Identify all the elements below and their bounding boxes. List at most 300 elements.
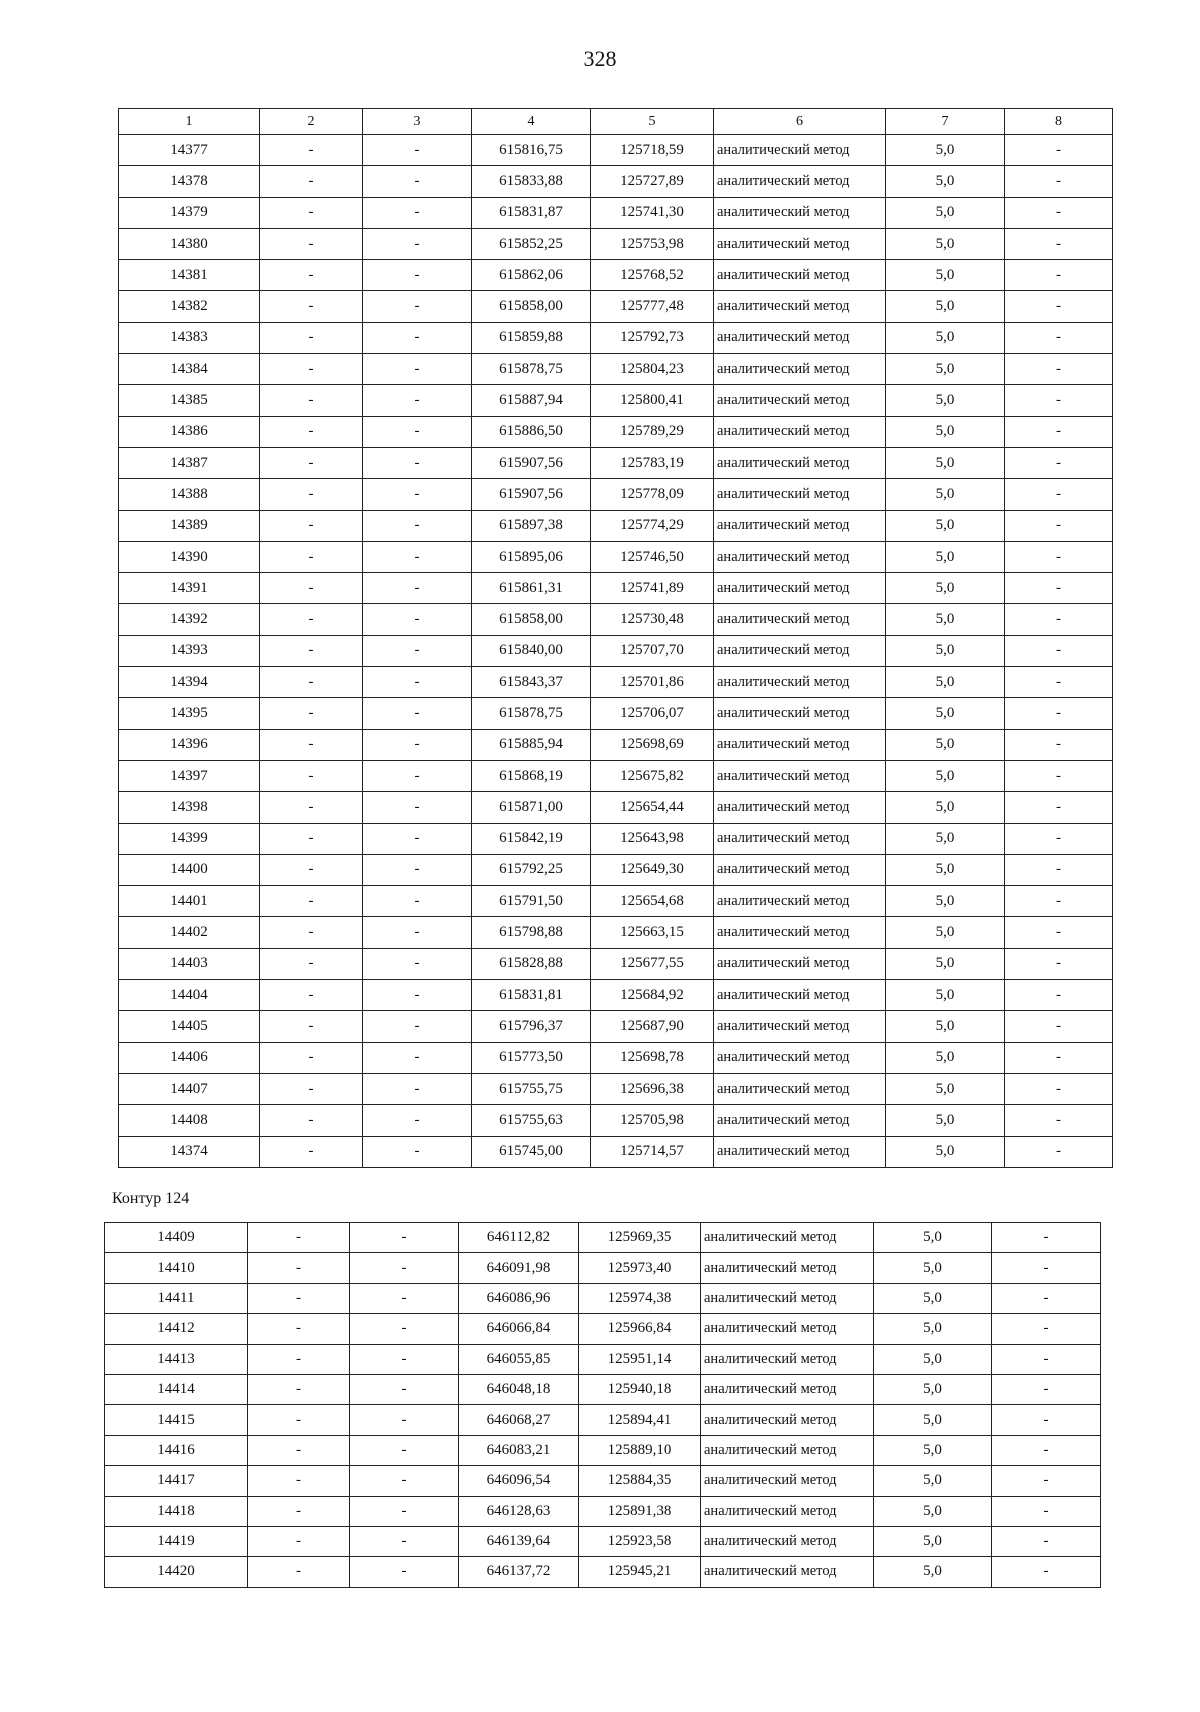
table-cell: 125741,89 [591,573,714,604]
table-cell: 14405 [119,1011,260,1042]
table-cell: 14414 [105,1374,248,1404]
table-cell: 5,0 [886,635,1005,666]
table-cell: 646083,21 [459,1435,579,1465]
table-cell: 5,0 [874,1405,992,1435]
table-cell: - [248,1557,350,1587]
table-cell: - [363,1011,472,1042]
table-cell: - [992,1526,1101,1556]
table-cell: - [363,197,472,228]
table-cell: 14409 [105,1223,248,1253]
table-cell: - [1005,135,1113,166]
table-cell: 14386 [119,416,260,447]
table-cell: - [350,1314,459,1344]
table-cell: - [1005,291,1113,322]
table-cell: 5,0 [886,197,1005,228]
table-cell: - [248,1466,350,1496]
page-number: 328 [583,46,617,71]
table-cell: - [260,667,363,698]
table-cell: 125951,14 [579,1344,701,1374]
table-cell: 5,0 [886,823,1005,854]
table-cell: - [260,1136,363,1167]
table-cell: - [1005,792,1113,823]
table-row [105,1253,1101,1283]
table-cell: - [992,1466,1101,1496]
table-cell: 5,0 [886,291,1005,322]
table-row [105,1314,1101,1344]
table-cell: 5,0 [886,854,1005,885]
table-cell: - [260,1042,363,1073]
table-cell: 125643,98 [591,823,714,854]
table-cell: аналитический метод [714,1136,886,1167]
column-header: 2 [260,109,363,135]
table-cell: - [992,1557,1101,1587]
table-cell: 125774,29 [591,510,714,541]
table-row [119,291,1113,322]
table-cell: 125778,09 [591,479,714,510]
table-cell: 14413 [105,1344,248,1374]
table-cell: - [363,948,472,979]
table-cell: аналитический метод [701,1405,874,1435]
table-cell: аналитический метод [701,1314,874,1344]
table-cell: 125889,10 [579,1435,701,1465]
table-cell: - [260,447,363,478]
table-cell: 5,0 [886,228,1005,259]
table-cell: - [363,729,472,760]
table-cell: 14410 [105,1253,248,1283]
column-header: 6 [714,109,886,135]
table-row [119,948,1113,979]
table-cell: - [1005,541,1113,572]
table-cell: - [1005,479,1113,510]
table-cell: 125701,86 [591,667,714,698]
table-row [119,792,1113,823]
table-cell: аналитический метод [714,541,886,572]
table-cell: 5,0 [886,510,1005,541]
table-cell: - [260,729,363,760]
table-cell: 125969,35 [579,1223,701,1253]
table-row [119,228,1113,259]
table-cell: - [363,886,472,917]
table-cell: - [363,635,472,666]
table-cell: - [992,1496,1101,1526]
table-cell: 5,0 [886,729,1005,760]
table-cell: - [1005,1042,1113,1073]
table-cell: - [1005,228,1113,259]
table-cell: 5,0 [874,1223,992,1253]
table-cell: 615862,06 [472,260,591,291]
table-cell: 125687,90 [591,1011,714,1042]
table-cell: 615828,88 [472,948,591,979]
table-cell: 14389 [119,510,260,541]
table-cell: 14400 [119,854,260,885]
table-cell: 14394 [119,667,260,698]
table-cell: 5,0 [886,541,1005,572]
table-cell: 646139,64 [459,1526,579,1556]
table-cell: - [992,1344,1101,1374]
table-cell: 615895,06 [472,541,591,572]
table-row [119,886,1113,917]
table-cell: - [260,541,363,572]
table-cell: - [363,1105,472,1136]
table-cell: 5,0 [874,1253,992,1283]
table-cell: аналитический метод [701,1253,874,1283]
table-cell: 14387 [119,447,260,478]
table-cell: 14412 [105,1314,248,1344]
table-cell: 125663,15 [591,917,714,948]
table-cell: аналитический метод [714,729,886,760]
table-cell: 125800,41 [591,385,714,416]
table-cell: - [260,1105,363,1136]
table-cell: аналитический метод [701,1526,874,1556]
table-cell: аналитический метод [714,667,886,698]
table-cell: 615755,75 [472,1073,591,1104]
table-cell: аналитический метод [701,1435,874,1465]
table-cell: 125804,23 [591,354,714,385]
table-cell: 5,0 [886,135,1005,166]
table-cell: аналитический метод [714,698,886,729]
table-cell: 125714,57 [591,1136,714,1167]
table-cell: 615852,25 [472,228,591,259]
table-cell: - [350,1526,459,1556]
table-cell: аналитический метод [714,260,886,291]
table-cell: - [363,541,472,572]
table-cell: 125966,84 [579,1314,701,1344]
table-cell: 5,0 [886,322,1005,353]
table-cell: - [350,1344,459,1374]
table-row [119,729,1113,760]
table-cell: 615859,88 [472,322,591,353]
table-cell: 14379 [119,197,260,228]
table-row [119,260,1113,291]
table-cell: 5,0 [874,1466,992,1496]
table-cell: 14383 [119,322,260,353]
table-cell: 615745,00 [472,1136,591,1167]
table-cell: аналитический метод [714,823,886,854]
table-cell: аналитический метод [714,604,886,635]
table-cell: 125891,38 [579,1496,701,1526]
table-cell: - [350,1374,459,1404]
table-row [105,1344,1101,1374]
table-cell: - [363,573,472,604]
table-cell: - [248,1435,350,1465]
table-cell: - [260,135,363,166]
table-cell: 5,0 [886,948,1005,979]
table-cell: 5,0 [886,479,1005,510]
table-cell: - [363,385,472,416]
table-cell: 14402 [119,917,260,948]
table-row [119,1042,1113,1073]
table-cell: - [1005,760,1113,791]
table-cell: аналитический метод [701,1496,874,1526]
table-cell: 14381 [119,260,260,291]
table-cell: аналитический метод [714,322,886,353]
table-cell: - [363,322,472,353]
table-cell: 14382 [119,291,260,322]
table-cell: аналитический метод [714,228,886,259]
table-cell: 5,0 [886,354,1005,385]
table-cell: аналитический метод [701,1466,874,1496]
table-cell: - [1005,573,1113,604]
table-cell: - [350,1496,459,1526]
table-cell: - [363,447,472,478]
table-cell: 125792,73 [591,322,714,353]
table-cell: - [1005,917,1113,948]
table-cell: 615861,31 [472,573,591,604]
coordinates-table [118,108,1113,1168]
table-cell: - [1005,385,1113,416]
table-row [105,1223,1101,1253]
table-cell: - [260,604,363,635]
table-row [119,135,1113,166]
table-row [105,1374,1101,1404]
table-cell: 125789,29 [591,416,714,447]
table-cell: - [1005,980,1113,1011]
table-cell: - [260,792,363,823]
table-cell: 125741,30 [591,197,714,228]
table-cell: 125783,19 [591,447,714,478]
column-header: 5 [591,109,714,135]
table-cell: - [350,1466,459,1496]
table-cell: 646112,82 [459,1223,579,1253]
table-cell: - [363,135,472,166]
table-cell: аналитический метод [701,1223,874,1253]
table-cell: - [260,291,363,322]
table-cell: 125705,98 [591,1105,714,1136]
table-cell: 14408 [119,1105,260,1136]
table-cell: - [1005,197,1113,228]
table-cell: - [260,197,363,228]
table-cell: 14411 [105,1283,248,1313]
table-cell: 5,0 [874,1435,992,1465]
table-cell: 14384 [119,354,260,385]
table-cell: - [260,980,363,1011]
table-cell: аналитический метод [714,948,886,979]
table-cell: 14420 [105,1557,248,1587]
table-cell: 615796,37 [472,1011,591,1042]
table-cell: - [260,166,363,197]
table-cell: - [248,1314,350,1344]
table-cell: аналитический метод [714,1011,886,1042]
table-cell: - [992,1283,1101,1313]
table-cell: - [248,1344,350,1374]
table-cell: 615792,25 [472,854,591,885]
table-row [119,1073,1113,1104]
table-cell: - [992,1435,1101,1465]
table-cell: 5,0 [886,667,1005,698]
table-cell: 14416 [105,1435,248,1465]
table-cell: 14398 [119,792,260,823]
table-cell: - [350,1405,459,1435]
table-cell: 5,0 [886,698,1005,729]
table-cell: 615885,94 [472,729,591,760]
table-cell: 14380 [119,228,260,259]
table-row [105,1466,1101,1496]
table-cell: 615773,50 [472,1042,591,1073]
table-row [105,1435,1101,1465]
table-cell: 646128,63 [459,1496,579,1526]
table-cell: - [363,823,472,854]
table-cell: 5,0 [886,917,1005,948]
table-cell: 5,0 [886,447,1005,478]
table-cell: 14396 [119,729,260,760]
table-cell: аналитический метод [714,792,886,823]
table-cell: аналитический метод [714,573,886,604]
table-cell: аналитический метод [714,197,886,228]
table-cell: 615871,00 [472,792,591,823]
table-cell: 14390 [119,541,260,572]
table-cell: 5,0 [886,792,1005,823]
table-row [105,1496,1101,1526]
table-cell: 615843,37 [472,667,591,698]
table-cell: 125698,69 [591,729,714,760]
table-row [105,1526,1101,1556]
table-cell: - [260,1011,363,1042]
table-cell: 646066,84 [459,1314,579,1344]
table-row [119,197,1113,228]
table-cell: - [248,1526,350,1556]
table-cell: - [992,1253,1101,1283]
table-cell: 615833,88 [472,166,591,197]
table-cell: 125727,89 [591,166,714,197]
table-cell: - [248,1496,350,1526]
contour-124-table [104,1222,1101,1588]
table-cell: аналитический метод [701,1557,874,1587]
table-cell: 125753,98 [591,228,714,259]
table-cell: 5,0 [874,1496,992,1526]
table-cell: 5,0 [886,1042,1005,1073]
table-cell: - [350,1223,459,1253]
table-cell: 5,0 [874,1526,992,1556]
table-cell: 14417 [105,1466,248,1496]
table-cell: 5,0 [886,1073,1005,1104]
table-cell: 5,0 [886,886,1005,917]
table-cell: 5,0 [886,573,1005,604]
table-cell: 125718,59 [591,135,714,166]
table-cell: - [363,980,472,1011]
table-cell: 125707,70 [591,635,714,666]
table-cell: 646137,72 [459,1557,579,1587]
table-cell: 5,0 [886,1105,1005,1136]
table-cell: 14378 [119,166,260,197]
table-row [119,823,1113,854]
table-cell: 5,0 [886,260,1005,291]
table-row [119,1136,1113,1167]
table-row [119,322,1113,353]
table-cell: 125706,07 [591,698,714,729]
table-cell: 125654,44 [591,792,714,823]
table-cell: 5,0 [886,604,1005,635]
table-cell: 125973,40 [579,1253,701,1283]
table-row [119,980,1113,1011]
table-cell: - [1005,948,1113,979]
table-cell: 5,0 [874,1283,992,1313]
table-cell: 14404 [119,980,260,1011]
table-row [119,385,1113,416]
table-cell: - [1005,447,1113,478]
table-cell: 5,0 [874,1557,992,1587]
table-cell: - [248,1253,350,1283]
table-cell: - [1005,886,1113,917]
table-row [119,760,1113,791]
table-cell: 14406 [119,1042,260,1073]
table-cell: - [1005,1105,1113,1136]
table-cell: 5,0 [886,166,1005,197]
table-cell: 615907,56 [472,447,591,478]
table-cell: 125684,92 [591,980,714,1011]
table-cell: аналитический метод [714,635,886,666]
table-cell: 125730,48 [591,604,714,635]
table-cell: - [260,260,363,291]
table-cell: - [260,228,363,259]
table-cell: - [363,1073,472,1104]
table-cell: 615887,94 [472,385,591,416]
table-row [119,635,1113,666]
table-cell: 5,0 [886,980,1005,1011]
table-cell: 14418 [105,1496,248,1526]
table-cell: - [260,917,363,948]
table-cell: - [260,354,363,385]
table-row [119,354,1113,385]
table-cell: 125894,41 [579,1405,701,1435]
table-cell: аналитический метод [714,291,886,322]
table-cell: - [1005,322,1113,353]
table-cell: 5,0 [886,1011,1005,1042]
table-cell: - [260,886,363,917]
table-cell: 5,0 [886,760,1005,791]
table-cell: 615878,75 [472,354,591,385]
table-cell: - [260,385,363,416]
table-row [119,416,1113,447]
table-row [119,510,1113,541]
table-cell: 615878,75 [472,698,591,729]
table-cell: 646086,96 [459,1283,579,1313]
table-cell: 125746,50 [591,541,714,572]
table-cell: аналитический метод [701,1374,874,1404]
table-cell: - [1005,823,1113,854]
table-cell: 615897,38 [472,510,591,541]
table-cell: - [248,1223,350,1253]
table-cell: - [363,698,472,729]
contour-label: Контур 124 [112,1190,190,1207]
table-cell: - [363,1042,472,1073]
table-cell: 125654,68 [591,886,714,917]
table-cell: - [363,792,472,823]
table-row [119,447,1113,478]
table-cell: 125696,38 [591,1073,714,1104]
table-cell: - [1005,635,1113,666]
table-cell: - [992,1223,1101,1253]
table-row [119,573,1113,604]
table-cell: - [1005,166,1113,197]
table-cell: аналитический метод [714,447,886,478]
table-cell: 125768,52 [591,260,714,291]
table-cell: - [363,416,472,447]
table-cell: 125940,18 [579,1374,701,1404]
table-cell: 14407 [119,1073,260,1104]
table-cell: 125675,82 [591,760,714,791]
table-cell: - [363,479,472,510]
table-cell: - [1005,698,1113,729]
table-row [119,1105,1113,1136]
table-cell: - [260,698,363,729]
table-cell: - [350,1435,459,1465]
table-cell: аналитический метод [714,917,886,948]
table-row [119,917,1113,948]
table-cell: аналитический метод [714,479,886,510]
table-cell: 615831,87 [472,197,591,228]
table-cell: - [1005,854,1113,885]
table-cell: 125945,21 [579,1557,701,1587]
